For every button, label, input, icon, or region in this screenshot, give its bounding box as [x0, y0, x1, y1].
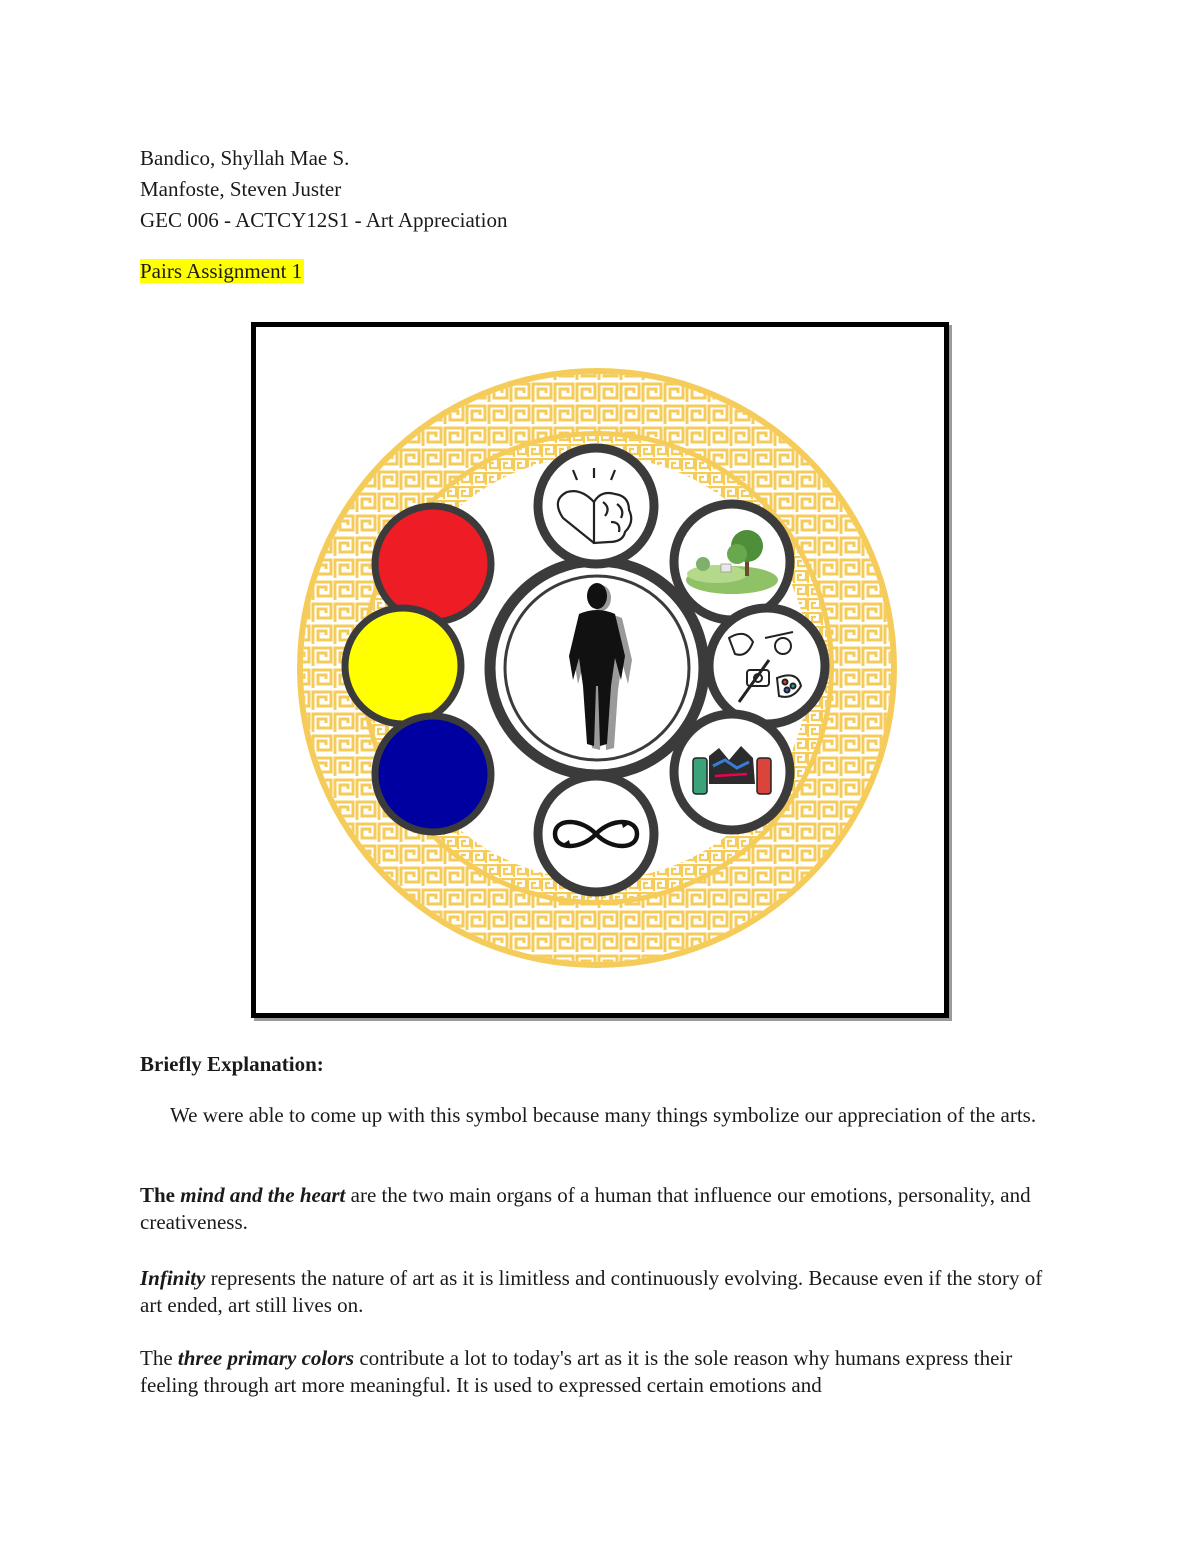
symbol-svg — [256, 327, 944, 1013]
paragraph-primary-colors-text: contribute a lot to today's art as it is the sole reason why humans express their feeling through art more meaningful. It is used to expressed certain emotions and — [140, 1346, 1013, 1397]
art-appreciation-symbol — [251, 322, 949, 1018]
blue-circle — [375, 716, 491, 832]
mind-heart-emphasis: mind and the heart — [180, 1183, 346, 1207]
paragraph-intro — [140, 1102, 1060, 1129]
paragraph-mind-heart-text: are the two main organs of a human that influence our emotions, personality, and creativeness. — [140, 1183, 1031, 1234]
paragraph-mind-heart-lead: The — [140, 1183, 181, 1207]
infinity-emphasis: Infinity — [140, 1266, 206, 1290]
assignment-title — [140, 258, 304, 284]
paragraph-primary-colors — [140, 1345, 1060, 1399]
paragraph-intro-text: We were able to come up with this symbol because many things symbolize our appreciation of the arts. — [170, 1103, 1037, 1127]
explanation-heading: Briefly Explanation: — [140, 1052, 324, 1076]
assignment-highlight: Pairs Assignment 1 — [140, 259, 303, 283]
primary-colors-emphasis: three primary colors — [177, 1346, 355, 1370]
art-supplies-circle — [709, 608, 825, 724]
course-line: GEC 006 - ACTCY12S1 - Art Appreciation — [140, 208, 508, 232]
author-name-1: Bandico, Shyllah Mae S. — [140, 146, 350, 170]
paragraph-infinity — [140, 1265, 1060, 1319]
heart-brain-circle — [538, 448, 654, 564]
paragraph-infinity-text: represents the nature of art as it is limitless and continuously evolving. Because even if the story of art ended, art still lives on. — [140, 1266, 1043, 1317]
paragraph-mind-heart — [140, 1182, 1060, 1236]
yellow-circle — [345, 608, 461, 724]
author-name-2: Manfoste, Steven Juster — [140, 177, 342, 201]
red-circle — [375, 506, 491, 622]
paragraph-primary-colors-lead: The — [140, 1346, 178, 1370]
